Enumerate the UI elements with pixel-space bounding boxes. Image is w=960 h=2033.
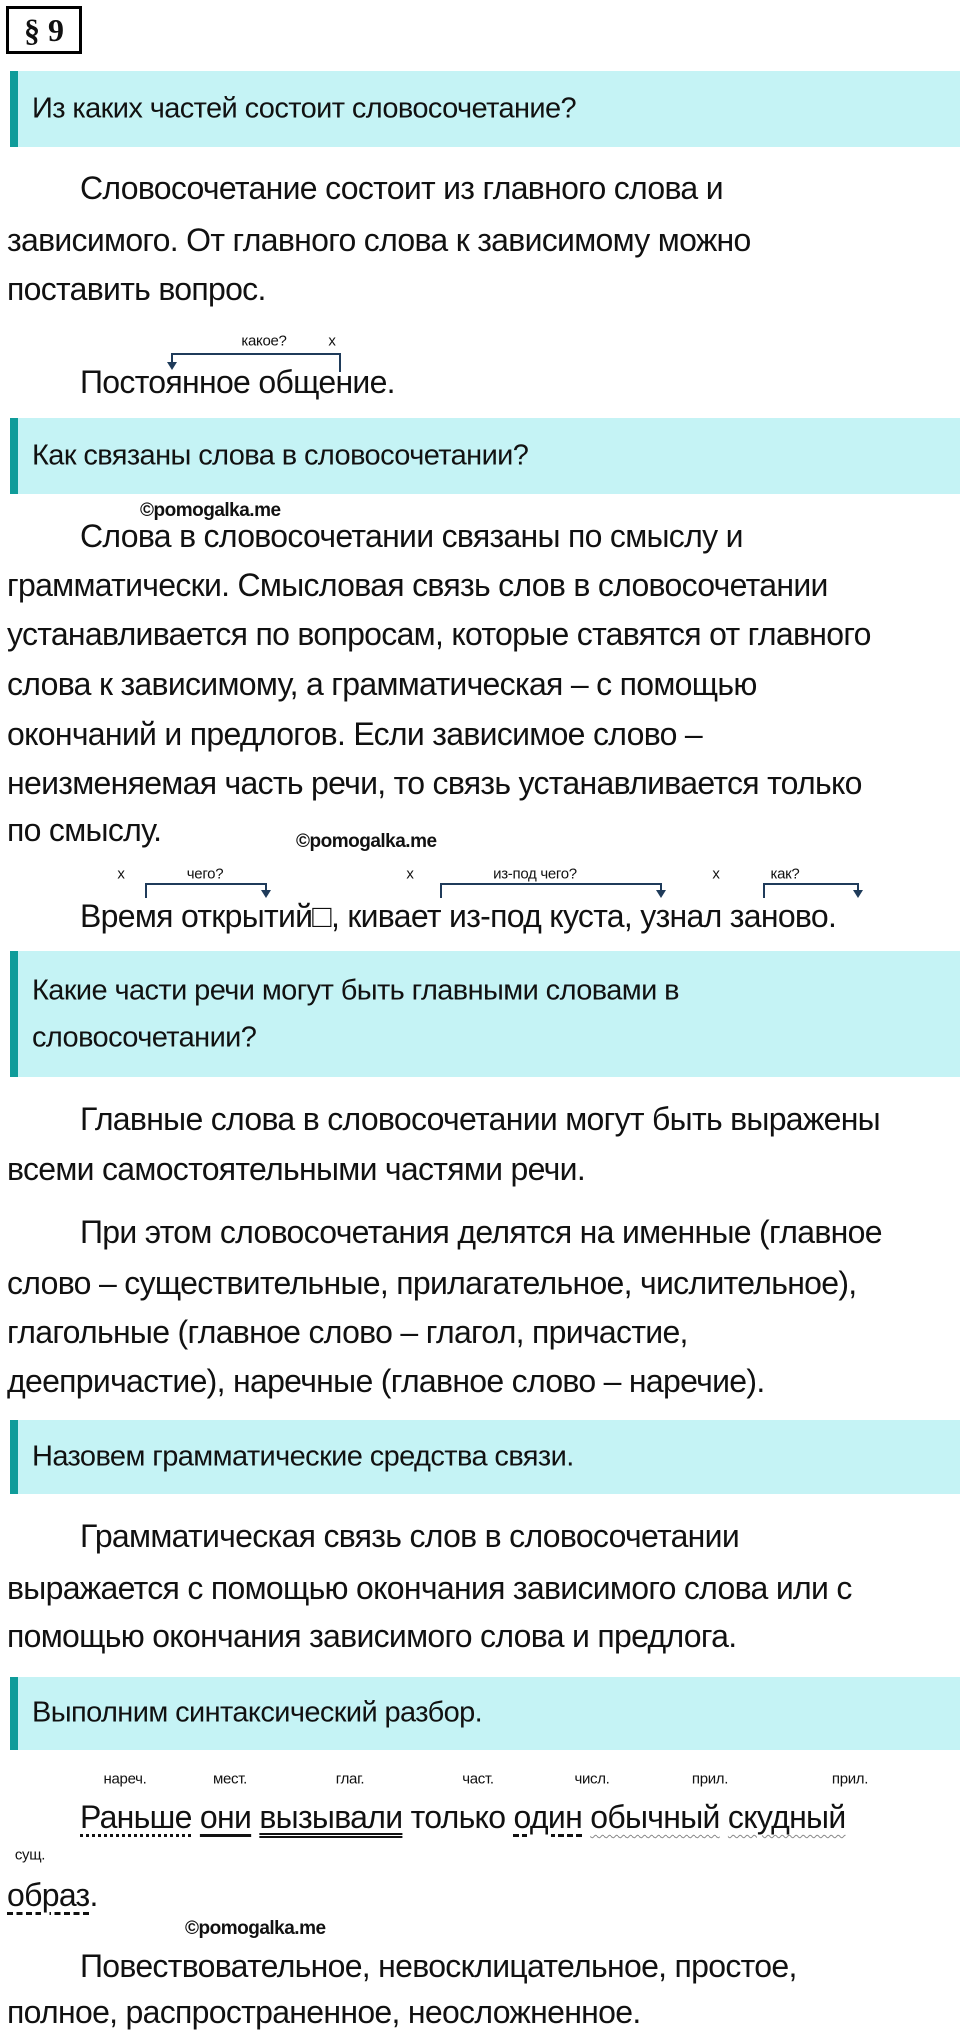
pos-label: част. [462,1770,494,1788]
paragraph-line: слова к зависимому, а грамматическая – с помощью [7,666,757,702]
paragraph-line: поставить вопрос. [7,271,266,307]
question-heading-4 [10,1420,960,1494]
watermark: ©pomogalka.me [296,831,437,852]
paragraph-line: неизменяемая часть речи, то связь устанавливается только [7,765,862,801]
example-phrase: Постоянное общение. [80,364,395,400]
word-predicate: вызывали [259,1799,403,1835]
main-word-mark: x [712,865,720,883]
pos-label: мест. [212,1770,248,1788]
pos-label: сущ. [14,1846,46,1864]
paragraph-line: Слова в словосочетании связаны по смыслу и [80,518,743,554]
paragraph-line: зависимого. От главного слова к зависимому можно [7,222,751,258]
word-object: образ [7,1877,90,1913]
heading-text: Назовем грамматические средства связи. [32,1440,574,1473]
question-label: из-под чего? [493,865,577,883]
paragraph-line: При этом словосочетания делятся на именные (главное [80,1214,882,1250]
parsed-sentence-end [7,1875,98,1915]
paragraph-line: Грамматическая связь слов в словосочетании [80,1518,739,1554]
question-label: какое? [241,332,287,350]
word-subject: они [199,1799,252,1835]
paragraph-line: всеми самостоятельными частями речи. [7,1151,586,1187]
main-word-mark: x [328,332,336,350]
paragraph-line: слово – существительные, прилагательное, числительное), [7,1265,857,1301]
paragraph-line: помощью окончания зависимого слова и предлога. [7,1618,737,1654]
main-word-mark: x [406,865,414,883]
heading-text: словосочетании? [32,1021,257,1054]
paragraph-line: по смыслу. [7,812,162,848]
question-label: чего? [186,865,224,883]
period: . [89,1877,98,1913]
parsed-sentence [80,1797,846,1837]
paragraph-line: грамматически. Смысловая связь слов в словосочетании [7,567,828,603]
paragraph-line: окончаний и предлогов. Если зависимое слово – [7,716,703,752]
paragraph-line: глагольные (главное слово – глагол, причастие, [7,1314,688,1350]
section-number: § 9 [6,6,82,54]
paragraph-line: устанавливается по вопросам, которые ставятся от главного [7,616,871,652]
pos-label: глаг. [335,1770,365,1788]
paragraph-line: полное, распространенное, неосложненное. [7,1994,641,2030]
watermark: ©pomogalka.me [140,500,281,521]
word-object: один [513,1799,583,1835]
heading-text: Какие части речи могут быть главными словами в [32,974,679,1007]
pos-label: числ. [574,1770,610,1788]
paragraph-line: Словосочетание состоит из главного слова и [80,170,723,206]
question-heading-2 [10,418,960,494]
heading-text: Как связаны слова в словосочетании? [32,439,529,472]
pos-label: прил. [831,1770,869,1788]
question-label: как? [770,865,800,883]
paragraph-line: выражается с помощью окончания зависимого слова или с [7,1570,852,1606]
paragraph-line: деепричастие), наречные (главное слово – наречие). [7,1363,765,1399]
example-phrases: Время открытий□, кивает из-под куста, узнал заново. [80,898,837,934]
question-heading-5 [10,1677,960,1750]
main-word-mark: x [117,865,125,883]
watermark: ©pomogalka.me [185,1918,326,1939]
paragraph-line: Главные слова в словосочетании могут быть выражены [80,1101,880,1137]
pos-label: прил. [691,1770,729,1788]
heading-text: Выполним синтаксический разбор. [32,1696,483,1729]
word-attribute: обычный [590,1799,720,1835]
pos-label: нареч. [103,1770,147,1788]
word-adverbial: Раньше [80,1799,192,1835]
word-attribute: скудный [727,1799,846,1835]
heading-text: Из каких частей состоит словосочетание? [32,92,577,125]
word-particle: только [410,1799,506,1835]
paragraph-line: Повествовательное, невосклицательное, простое, [80,1948,797,1984]
question-heading-3 [10,951,960,1077]
